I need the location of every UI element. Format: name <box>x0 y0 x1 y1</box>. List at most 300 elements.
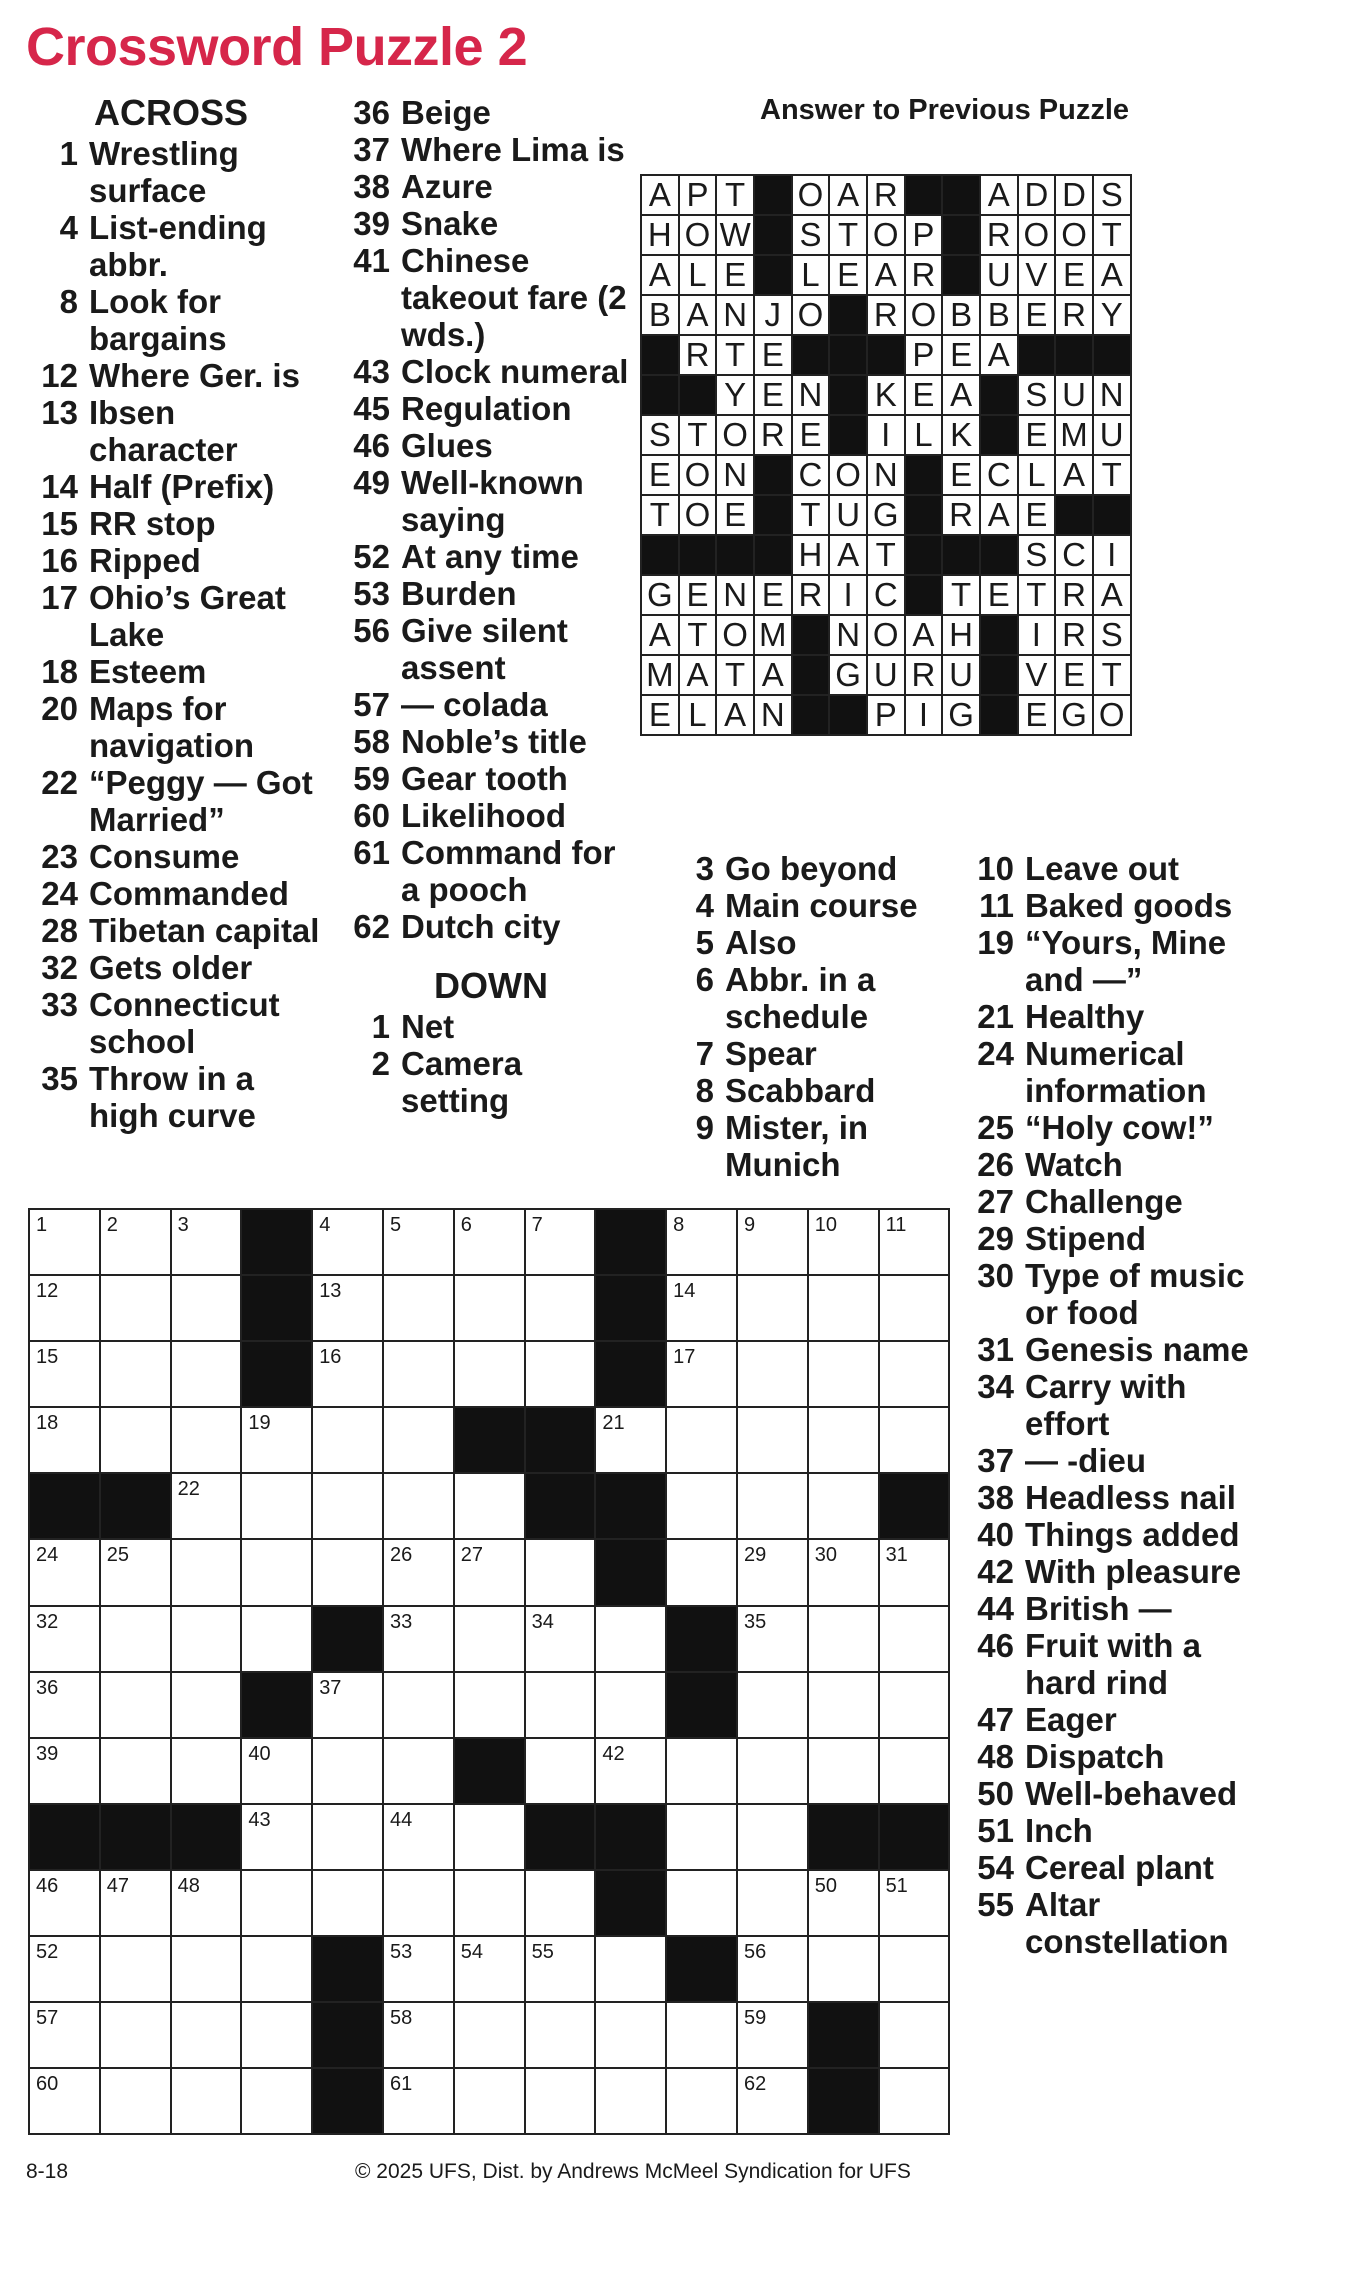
page-title: Crossword Puzzle 2 <box>26 17 528 77</box>
crossword-cell[interactable] <box>171 1341 242 1407</box>
clue-number: 24 <box>41 875 78 912</box>
across-clue-36 <box>346 94 636 131</box>
answer-letter-cell: E <box>905 375 943 415</box>
crossword-cell[interactable] <box>312 1539 383 1605</box>
clue-text: Go beyond <box>725 850 898 887</box>
cell-number: 1 <box>36 1214 48 1236</box>
crossword-cell[interactable] <box>171 1606 242 1672</box>
crossword-cell[interactable] <box>312 1870 383 1936</box>
clue-number: 15 <box>41 505 78 542</box>
crossword-cell[interactable] <box>100 1738 171 1804</box>
answer-letter-cell: I <box>829 575 867 615</box>
crossword-cell[interactable] <box>666 2068 737 2134</box>
clue-text: Abbr. in a schedule <box>725 961 876 1035</box>
crossword-cell[interactable] <box>29 1672 100 1738</box>
crossword-cell[interactable] <box>29 2002 100 2068</box>
black-square <box>595 1209 666 1275</box>
crossword-cell[interactable] <box>737 1936 808 2002</box>
down-clue-46 <box>970 1627 1270 1701</box>
crossword-cell[interactable] <box>525 1209 596 1275</box>
crossword-cell[interactable] <box>454 1209 525 1275</box>
crossword-cell[interactable] <box>525 1606 596 1672</box>
clue-text: RR stop <box>89 505 216 542</box>
answer-letter-cell: B <box>980 295 1018 335</box>
black-square <box>666 1936 737 2002</box>
answer-letter-cell: R <box>867 175 905 215</box>
crossword-cell[interactable] <box>879 1672 950 1738</box>
answer-letter-cell: S <box>792 215 830 255</box>
crossword-cell[interactable] <box>737 1341 808 1407</box>
answer-letter-cell: R <box>679 335 717 375</box>
answer-letter-cell: G <box>641 575 679 615</box>
crossword-cell[interactable] <box>29 2068 100 2134</box>
clue-text: Stipend <box>1025 1220 1146 1257</box>
crossword-cell[interactable] <box>383 1539 454 1605</box>
crossword-cell[interactable] <box>666 1209 737 1275</box>
cell-number: 35 <box>743 1610 767 1633</box>
crossword-cell[interactable] <box>383 1473 454 1539</box>
crossword-cell[interactable] <box>808 1275 879 1341</box>
crossword-cell[interactable] <box>808 1738 879 1804</box>
clue-number: 49 <box>353 464 390 501</box>
crossword-cell[interactable] <box>383 2002 454 2068</box>
crossword-cell[interactable] <box>241 1539 312 1605</box>
crossword-cell[interactable] <box>737 1672 808 1738</box>
clue-number: 51 <box>977 1812 1014 1849</box>
answer-black-cell <box>980 695 1018 735</box>
crossword-cell[interactable] <box>29 1606 100 1672</box>
answer-letter-cell: U <box>1093 415 1131 455</box>
crossword-cell[interactable] <box>595 1606 666 1672</box>
answer-black-cell <box>754 255 792 295</box>
crossword-cell[interactable] <box>312 1275 383 1341</box>
answer-letter-cell: N <box>792 375 830 415</box>
crossword-cell[interactable] <box>879 1539 950 1605</box>
crossword-cell[interactable] <box>879 1209 950 1275</box>
clue-number: 18 <box>41 653 78 690</box>
answer-letter-cell: V <box>1018 655 1056 695</box>
answer-letter-cell: O <box>867 215 905 255</box>
across-clue-39 <box>346 205 636 242</box>
answer-black-cell <box>1093 495 1131 535</box>
down-clue-34 <box>970 1368 1270 1442</box>
crossword-cell[interactable] <box>595 1936 666 2002</box>
answer-letter-cell: O <box>679 215 717 255</box>
clue-text: Burden <box>401 575 517 612</box>
answer-letter-cell: G <box>942 695 980 735</box>
crossword-cell[interactable] <box>595 1738 666 1804</box>
across-clue-56 <box>346 612 636 686</box>
answer-black-cell <box>905 455 943 495</box>
clue-number: 19 <box>977 924 1014 961</box>
answer-letter-cell: O <box>716 415 754 455</box>
answer-black-cell <box>829 375 867 415</box>
answer-letter-cell: R <box>1055 575 1093 615</box>
crossword-cell[interactable] <box>879 1936 950 2002</box>
clue-number: 50 <box>977 1775 1014 1812</box>
crossword-cell[interactable] <box>100 1539 171 1605</box>
crossword-cell[interactable] <box>383 1341 454 1407</box>
crossword-cell[interactable] <box>383 2068 454 2134</box>
down-clue-44 <box>970 1590 1270 1627</box>
answer-letter-cell: D <box>1018 175 1056 215</box>
cell-number: 18 <box>36 1412 59 1435</box>
clue-text: Challenge <box>1025 1183 1183 1220</box>
crossword-cell[interactable] <box>171 1473 242 1539</box>
crossword-cell[interactable] <box>454 1870 525 1936</box>
crossword-cell[interactable] <box>241 1870 312 1936</box>
crossword-cell[interactable] <box>737 1539 808 1605</box>
crossword-cell[interactable] <box>383 1870 454 1936</box>
crossword-cell[interactable] <box>666 1539 737 1605</box>
black-square <box>312 2068 383 2134</box>
crossword-cell[interactable] <box>666 1738 737 1804</box>
crossword-cell[interactable] <box>454 1539 525 1605</box>
clue-text: Noble’s title <box>401 723 587 760</box>
crossword-cell[interactable] <box>383 1407 454 1473</box>
across-clue-33 <box>34 986 324 1060</box>
crossword-cell[interactable] <box>808 1936 879 2002</box>
down-clue-10 <box>970 850 1270 887</box>
answer-letter-cell: W <box>716 215 754 255</box>
crossword-cell[interactable] <box>383 1804 454 1870</box>
crossword-cell[interactable] <box>171 1209 242 1275</box>
clue-text: List-ending abbr. <box>89 209 267 283</box>
answer-black-cell <box>905 575 943 615</box>
crossword-cell[interactable] <box>100 1341 171 1407</box>
answer-black-cell <box>829 295 867 335</box>
crossword-cell[interactable] <box>595 1407 666 1473</box>
clue-number: 38 <box>977 1479 1014 1516</box>
crossword-cell[interactable] <box>879 1738 950 1804</box>
crossword-cell[interactable] <box>171 2068 242 2134</box>
crossword-cell[interactable] <box>879 2068 950 2134</box>
crossword-cell[interactable] <box>737 1804 808 1870</box>
crossword-cell[interactable] <box>383 1738 454 1804</box>
crossword-cell[interactable] <box>171 1539 242 1605</box>
crossword-cell[interactable] <box>312 1672 383 1738</box>
clue-text: Cereal plant <box>1025 1849 1214 1886</box>
answer-letter-cell: R <box>792 575 830 615</box>
clue-text: Net <box>401 1008 455 1045</box>
crossword-cell[interactable] <box>171 1407 242 1473</box>
clue-number: 37 <box>977 1442 1014 1479</box>
crossword-cell[interactable] <box>29 1275 100 1341</box>
answer-letter-cell: C <box>792 455 830 495</box>
answer-black-cell <box>942 535 980 575</box>
crossword-cell[interactable] <box>879 1341 950 1407</box>
crossword-cell[interactable] <box>312 1341 383 1407</box>
clue-text: Give silent assent <box>401 612 568 686</box>
crossword-cell[interactable] <box>171 1936 242 2002</box>
down-clue-5 <box>670 924 960 961</box>
answer-black-cell <box>679 535 717 575</box>
crossword-cell[interactable] <box>454 2068 525 2134</box>
crossword-cell[interactable] <box>241 1407 312 1473</box>
clue-text: Throw in a high curve <box>89 1060 256 1134</box>
answer-letter-cell: T <box>829 215 867 255</box>
crossword-cell[interactable] <box>171 1738 242 1804</box>
crossword-cell[interactable] <box>383 1209 454 1275</box>
crossword-cell[interactable] <box>171 2002 242 2068</box>
clue-text: “Peggy — Got Married” <box>89 764 313 838</box>
crossword-cell[interactable] <box>737 1606 808 1672</box>
crossword-cell[interactable] <box>666 1804 737 1870</box>
across-heading: ACROSS <box>94 92 249 133</box>
crossword-cell[interactable] <box>808 1473 879 1539</box>
crossword-cell[interactable] <box>171 1672 242 1738</box>
crossword-cell[interactable] <box>666 1473 737 1539</box>
crossword-cell[interactable] <box>666 1341 737 1407</box>
clue-text: Type of music or food <box>1025 1257 1245 1331</box>
answer-letter-cell: T <box>641 495 679 535</box>
answer-black-cell <box>792 655 830 695</box>
clue-text: Eager <box>1025 1701 1117 1738</box>
crossword-cell[interactable] <box>454 1606 525 1672</box>
crossword-cell[interactable] <box>312 1407 383 1473</box>
crossword-cell[interactable] <box>808 1341 879 1407</box>
crossword-cell[interactable] <box>879 1275 950 1341</box>
clue-number: 4 <box>59 209 78 246</box>
answer-letter-cell: H <box>942 615 980 655</box>
clue-number: 12 <box>41 357 78 394</box>
black-square <box>241 1275 312 1341</box>
crossword-cell[interactable] <box>525 1870 596 1936</box>
crossword-cell[interactable] <box>737 1407 808 1473</box>
crossword-cell[interactable] <box>100 1870 171 1936</box>
crossword-cell[interactable] <box>525 1738 596 1804</box>
answer-letter-cell: N <box>716 295 754 335</box>
crossword-cell[interactable] <box>241 2002 312 2068</box>
crossword-cell[interactable] <box>241 1738 312 1804</box>
answer-letter-cell: E <box>679 575 717 615</box>
answer-letter-cell: N <box>716 575 754 615</box>
answer-letter-cell: P <box>867 695 905 735</box>
clue-number: 32 <box>41 949 78 986</box>
crossword-cell[interactable] <box>879 1407 950 1473</box>
crossword-cell[interactable] <box>454 1473 525 1539</box>
across-clue-4 <box>34 209 324 283</box>
answer-letter-cell: A <box>829 535 867 575</box>
crossword-cell[interactable] <box>100 1672 171 1738</box>
answer-black-cell <box>792 615 830 655</box>
crossword-cell[interactable] <box>737 2068 808 2134</box>
crossword-cell[interactable] <box>666 2002 737 2068</box>
clue-number: 58 <box>353 723 390 760</box>
crossword-cell[interactable] <box>454 2002 525 2068</box>
crossword-cell[interactable] <box>100 1606 171 1672</box>
answer-letter-cell: E <box>829 255 867 295</box>
clue-text: Mister, in Munich <box>725 1109 869 1183</box>
crossword-cell[interactable] <box>312 1209 383 1275</box>
clue-text: Where Lima is <box>401 131 625 168</box>
clue-text: Things added <box>1025 1516 1240 1553</box>
crossword-cell[interactable] <box>879 2002 950 2068</box>
crossword-cell[interactable] <box>595 2068 666 2134</box>
answer-letter-cell: T <box>679 415 717 455</box>
clue-text: Ohio’s Great Lake <box>89 579 286 653</box>
answer-letter-cell: R <box>1055 615 1093 655</box>
across-clue-14 <box>34 468 324 505</box>
crossword-cell[interactable] <box>383 1672 454 1738</box>
crossword-cell[interactable] <box>737 1738 808 1804</box>
clue-number: 48 <box>977 1738 1014 1775</box>
crossword-cell[interactable] <box>29 1209 100 1275</box>
crossword-cell[interactable] <box>29 1407 100 1473</box>
clue-number: 20 <box>41 690 78 727</box>
cell-number: 12 <box>36 1280 59 1303</box>
crossword-cell[interactable] <box>737 1275 808 1341</box>
answer-letter-cell: K <box>867 375 905 415</box>
crossword-cell[interactable] <box>808 1672 879 1738</box>
cell-number: 2 <box>106 1214 118 1236</box>
crossword-cell[interactable] <box>525 2068 596 2134</box>
cell-number: 42 <box>602 1742 625 1765</box>
down-clue-40 <box>970 1516 1270 1553</box>
answer-letter-cell: T <box>1093 455 1131 495</box>
crossword-cell[interactable] <box>100 1209 171 1275</box>
clue-number: 52 <box>353 538 390 575</box>
crossword-cell[interactable] <box>808 1539 879 1605</box>
crossword-cell[interactable] <box>525 1936 596 2002</box>
across-clue-28 <box>34 912 324 949</box>
answer-black-cell <box>1055 495 1093 535</box>
crossword-cell[interactable] <box>666 1407 737 1473</box>
across-clue-45 <box>346 390 636 427</box>
crossword-cell[interactable] <box>595 2002 666 2068</box>
crossword-cell[interactable] <box>666 1275 737 1341</box>
down-clue-29 <box>970 1220 1270 1257</box>
answer-black-cell <box>980 655 1018 695</box>
crossword-cell[interactable] <box>171 1870 242 1936</box>
crossword-cell[interactable] <box>312 1473 383 1539</box>
crossword-cell[interactable] <box>241 1606 312 1672</box>
crossword-cell[interactable] <box>454 1936 525 2002</box>
crossword-cell[interactable] <box>29 1936 100 2002</box>
crossword-cell[interactable] <box>100 1936 171 2002</box>
clue-number: 34 <box>977 1368 1014 1405</box>
answer-letter-cell: M <box>1055 415 1093 455</box>
answer-letter-cell: R <box>942 495 980 535</box>
answer-letter-cell: G <box>829 655 867 695</box>
clue-number: 6 <box>695 961 714 998</box>
cell-number: 26 <box>389 1544 413 1567</box>
crossword-cell[interactable] <box>737 1870 808 1936</box>
crossword-cell[interactable] <box>525 1539 596 1605</box>
crossword-cell[interactable] <box>454 1672 525 1738</box>
crossword-cell[interactable] <box>100 2068 171 2134</box>
answer-letter-cell: O <box>867 615 905 655</box>
clue-text: Ripped <box>89 542 201 579</box>
crossword-cell[interactable] <box>737 2002 808 2068</box>
crossword-cell[interactable] <box>525 1275 596 1341</box>
clue-number: 55 <box>977 1886 1014 1923</box>
cell-number: 59 <box>743 2007 767 2030</box>
answer-black-cell <box>792 335 830 375</box>
crossword-cell[interactable] <box>29 1341 100 1407</box>
clue-text: — colada <box>401 686 548 723</box>
crossword-cell[interactable] <box>525 1341 596 1407</box>
crossword-cell[interactable] <box>383 1936 454 2002</box>
answer-letter-cell: Y <box>1093 295 1131 335</box>
answer-letter-cell: I <box>867 415 905 455</box>
answer-black-cell <box>1055 335 1093 375</box>
cell-number: 48 <box>177 1874 200 1897</box>
clue-number: 8 <box>695 1072 714 1109</box>
answer-letter-cell: C <box>867 575 905 615</box>
crossword-cell[interactable] <box>454 1341 525 1407</box>
clue-number: 60 <box>353 797 390 834</box>
crossword-cell[interactable] <box>737 1209 808 1275</box>
crossword-cell[interactable] <box>808 1209 879 1275</box>
clue-text: Well-known saying <box>401 464 584 538</box>
black-square <box>241 1672 312 1738</box>
answer-letter-cell: S <box>1093 615 1131 655</box>
answer-letter-cell: C <box>1055 535 1093 575</box>
crossword-cell[interactable] <box>241 2068 312 2134</box>
crossword-cell[interactable] <box>241 1473 312 1539</box>
crossword-cell[interactable] <box>879 1870 950 1936</box>
answer-letter-cell: B <box>641 295 679 335</box>
crossword-cell[interactable] <box>737 1473 808 1539</box>
answer-letter-cell: R <box>980 215 1018 255</box>
answer-letter-cell: S <box>1018 535 1056 575</box>
crossword-cell[interactable] <box>525 2002 596 2068</box>
crossword-cell[interactable] <box>29 1870 100 1936</box>
crossword-cell[interactable] <box>241 1936 312 2002</box>
crossword-cell[interactable] <box>454 1275 525 1341</box>
clue-text: Chinese takeout fare (2 wds.) <box>401 242 627 353</box>
across-clues-column-2 <box>346 94 636 1119</box>
clue-number: 61 <box>353 834 390 871</box>
across-clue-22 <box>34 764 324 838</box>
crossword-cell[interactable] <box>241 1804 312 1870</box>
cell-number: 52 <box>36 1941 59 1964</box>
answer-letter-cell: A <box>942 375 980 415</box>
crossword-cell[interactable] <box>595 1672 666 1738</box>
crossword-cell[interactable] <box>525 1672 596 1738</box>
crossword-cell[interactable] <box>312 1738 383 1804</box>
answer-letter-cell: A <box>980 175 1018 215</box>
answer-letter-cell: T <box>1018 575 1056 615</box>
crossword-cell[interactable] <box>879 1606 950 1672</box>
answer-letter-cell: P <box>905 215 943 255</box>
clue-text: “Holy cow!” <box>1025 1109 1214 1146</box>
crossword-cell[interactable] <box>808 1407 879 1473</box>
crossword-cell[interactable] <box>100 2002 171 2068</box>
crossword-cell[interactable] <box>454 1804 525 1870</box>
answer-letter-cell: N <box>867 455 905 495</box>
crossword-cell[interactable] <box>808 1870 879 1936</box>
crossword-cell[interactable] <box>312 1804 383 1870</box>
crossword-cell[interactable] <box>29 1539 100 1605</box>
crossword-cell[interactable] <box>383 1275 454 1341</box>
crossword-cell[interactable] <box>171 1275 242 1341</box>
answer-letter-cell: J <box>754 295 792 335</box>
crossword-cell[interactable] <box>808 1606 879 1672</box>
clue-text: Wrestling surface <box>89 135 239 209</box>
crossword-cell[interactable] <box>29 1738 100 1804</box>
clue-text: Fruit with a hard rind <box>1025 1627 1201 1701</box>
crossword-cell[interactable] <box>100 1275 171 1341</box>
answer-letter-cell: R <box>754 415 792 455</box>
crossword-cell[interactable] <box>383 1606 454 1672</box>
crossword-cell[interactable] <box>666 1870 737 1936</box>
answer-letter-cell: A <box>754 655 792 695</box>
answer-letter-cell: E <box>754 335 792 375</box>
crossword-cell[interactable] <box>100 1407 171 1473</box>
clue-text: Watch <box>1025 1146 1123 1183</box>
